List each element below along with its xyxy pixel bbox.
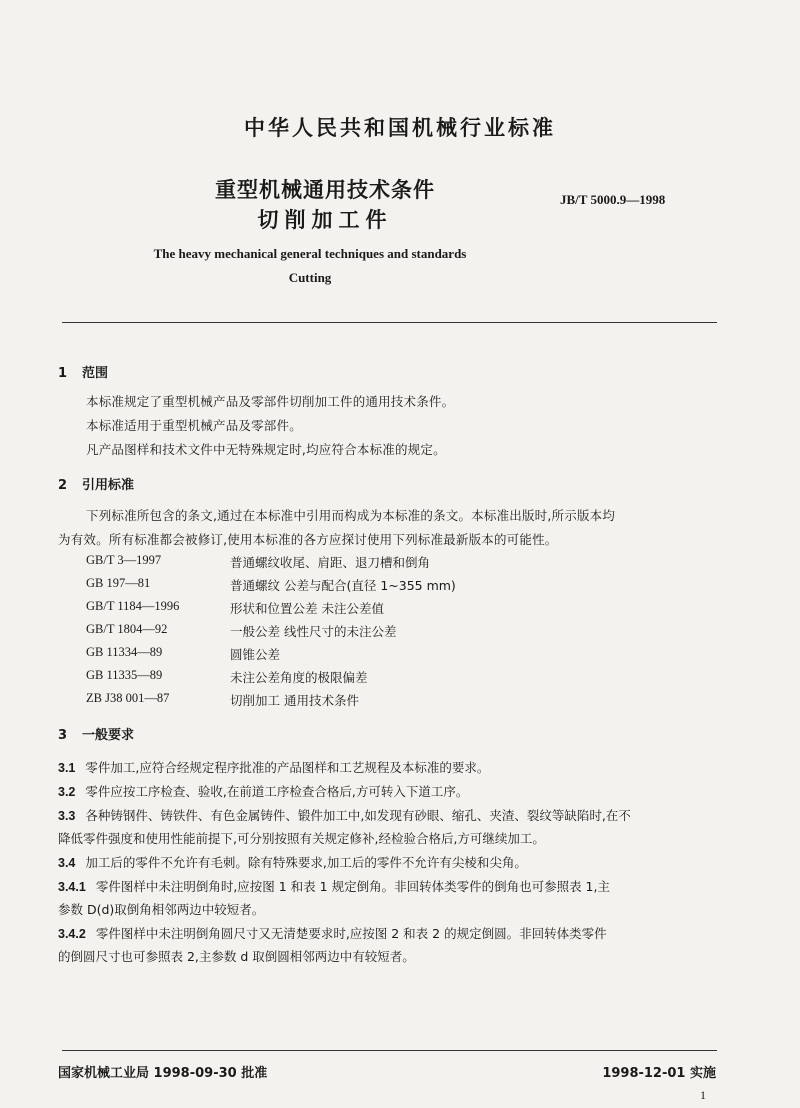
section-number: 3 [58,728,68,743]
clause-3-3 [58,806,631,824]
paragraph: 本标准规定了重型机械产品及零部件切削加工件的通用技术条件。 [86,394,455,409]
clause-text: 零件加工,应符合经规定程序批准的产品图样和工艺规程及本标准的要求。 [85,760,490,775]
document-title-line2: 切削加工件 [257,208,393,232]
clause-number: 3.4 [58,856,76,870]
clause-text: 零件图样中未注明倒角时,应按图 1 和表 1 规定倒角。非回转体类零件的倒角也可参照表 1,主 [95,879,610,894]
section-number: 2 [58,478,68,493]
clause-number: 3.1 [58,761,76,775]
clause-3-4-2 [58,924,607,942]
clause-number: 3.2 [58,785,76,799]
paragraph: 下列标准所包含的条文,通过在本标准中引用而构成为本标准的条文。本标准出版时,所示版本均 [86,508,616,523]
section-heading-references [58,474,134,493]
clause-text-continued: 的倒圆尺寸也可参照表 2,主参数 d 取倒圆相邻两边中有较短者。 [58,949,415,964]
paragraph: 为有效。所有标准都会被修订,使用本标准的各方应探讨使用下列标准最新版本的可能性。 [58,532,558,547]
paragraph: 凡产品图样和技术文件中无特殊规定时,均应符合本标准的规定。 [86,442,446,457]
english-title-line1: The heavy mechanical general techniques and standards [153,246,467,261]
reference-code: GB 11334—89 [86,645,163,659]
section-title: 范围 [82,366,109,381]
clause-text: 各种铸钢件、铸铁件、有色金属铸件、锻件加工中,如发现有砂眼、缩孔、夹渣、裂纹等缺陷时,在不 [85,808,631,823]
issuer-heading: 中华人民共和国机械行业标准 [244,116,556,140]
section-title: 一般要求 [82,728,135,743]
reference-title: 圆锥公差 [230,647,281,662]
reference-code: GB/T 1804—92 [86,622,168,636]
clause-text: 加工后的零件不允许有毛刺。除有特殊要求,加工后的零件不允许有尖棱和尖角。 [85,855,527,870]
clause-text: 零件图样中未注明倒角圆尺寸又无清楚要求时,应按图 2 和表 2 的规定倒圆。非回转体类零件 [95,926,607,941]
page-number: 1 [700,1088,706,1102]
reference-code: GB 197—81 [86,576,151,590]
clause-3-4 [58,853,527,871]
clause-number: 3.3 [58,809,76,823]
reference-code: GB/T 1184—1996 [86,599,180,613]
section-number: 1 [58,366,68,381]
clause-text: 零件应按工序检查、验收,在前道工序检查合格后,方可转入下道工序。 [85,784,469,799]
clause-3-4-1 [58,877,610,895]
clause-text-continued: 参数 D(d)取倒角相邻两边中较短者。 [58,902,265,917]
document-title-line1: 重型机械通用技术条件 [215,178,435,202]
reference-code: ZB J38 001—87 [86,691,170,705]
standard-number: JB/T 5000.9—1998 [560,192,666,207]
reference-code: GB/T 3—1997 [86,553,162,567]
section-heading-scope [58,362,108,381]
implementation-date: 1998-12-01 实施 [602,1066,716,1081]
reference-title: 一般公差 线性尺寸的未注公差 [230,624,397,639]
reference-code: GB 11335—89 [86,668,163,682]
clause-number: 3.4.1 [58,880,86,894]
clause-3-2 [58,782,468,800]
reference-title: 形状和位置公差 未注公差值 [230,601,384,616]
clause-3-1 [58,758,489,776]
clause-text-continued: 降低零件强度和使用性能前提下,可分别按照有关规定修补,经检验合格后,方可继续加工。 [58,831,545,846]
section-title: 引用标准 [82,478,135,493]
footer-divider [62,1050,717,1051]
reference-title: 普通螺纹 公差与配合(直径 1~355 mm) [230,578,456,593]
reference-title: 未注公差角度的极限偏差 [230,670,368,685]
header-divider [62,322,717,323]
clause-number: 3.4.2 [58,927,86,941]
reference-title: 普通螺纹收尾、肩距、退刀槽和倒角 [230,555,431,570]
approval-line: 国家机械工业局 1998-09-30 批准 [58,1066,268,1081]
reference-title: 切削加工 通用技术条件 [230,693,359,708]
section-heading-general [58,724,134,743]
english-title-line2: Cutting [288,270,332,285]
paragraph: 本标准适用于重型机械产品及零部件。 [86,418,302,433]
